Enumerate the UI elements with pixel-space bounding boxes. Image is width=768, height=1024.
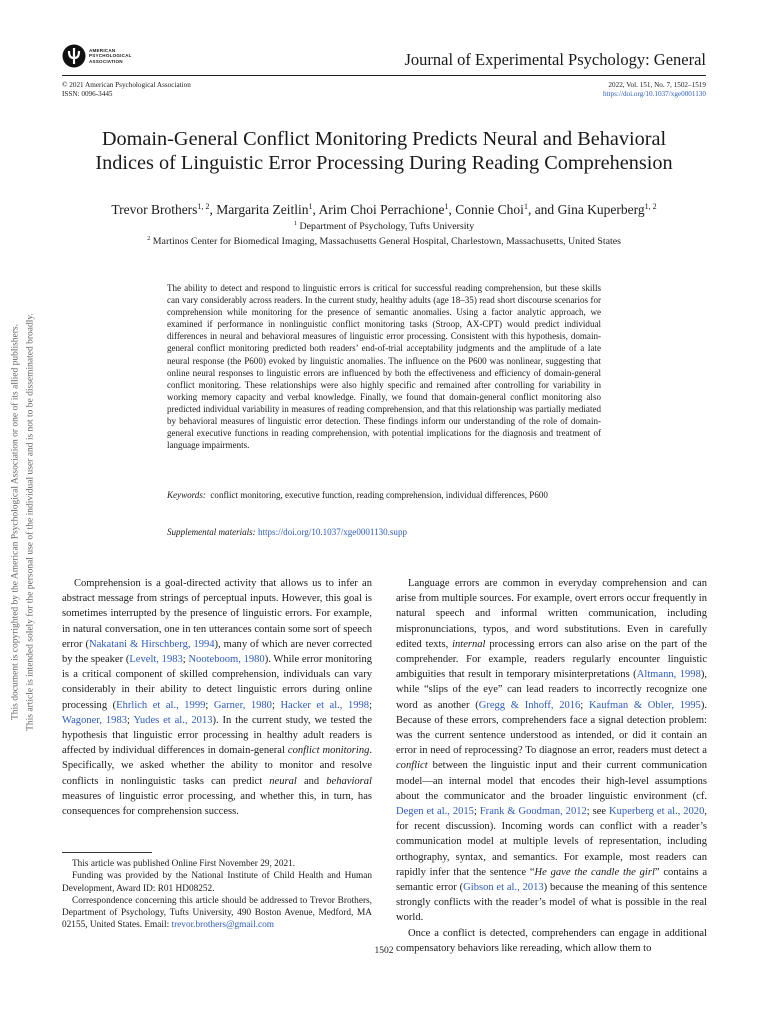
supplemental-label: Supplemental materials: — [167, 527, 256, 537]
text-run: ; — [271, 699, 281, 711]
journal-name: Journal of Experimental Psychology: General — [404, 50, 706, 69]
article-title: Domain-General Conflict Monitoring Predicts Neural and Behavioral Indices of Linguistic Error Processing During Reading Comprehension — [95, 128, 673, 174]
author-name: Margarita Zeitlin — [216, 202, 309, 217]
citation-link[interactable]: Kaufman & Obler, 1995 — [588, 699, 701, 711]
text-run: ). Because of these errors, comprehenders face a signal detection problem: was the current sentence understood as intended, or did it contain an error in need of reprocessing? To diagnose an error, readers must detect a — [396, 699, 707, 757]
citation-link[interactable]: Altmann, 1998 — [636, 669, 701, 681]
italic-text: internal — [452, 638, 486, 650]
citation-link[interactable]: Garner, 1980 — [213, 699, 272, 711]
citation-link[interactable]: trevor.brothers@gmail.com — [171, 920, 275, 931]
volume-line: 2022, Vol. 151, No. 7, 1502–1519 — [608, 81, 706, 89]
body-paragraph — [62, 576, 372, 819]
text-run: ). While error monitoring is a critical component of skilled comprehension, individuals can vary considerably in their ability to detect linguistic errors during online processing ( — [62, 654, 372, 711]
citation-link[interactable]: Degen et al., 2015 — [396, 806, 474, 818]
citation-link[interactable]: Nakatani & Hirschberg, 1994 — [88, 638, 215, 650]
citation-link[interactable]: Ehrlich et al., 1999 — [116, 699, 206, 711]
affiliation-2: $^2$ Martinos Center for Biomedical Imaging, Massachusetts General Hospital, Charlestown, Massachusetts, United States — [147, 235, 621, 247]
body-paragraph — [396, 576, 707, 926]
issn-line: ISSN: 0096-3445 — [62, 89, 113, 98]
text-run: ; — [580, 699, 589, 711]
author-name: Arim Choi Perrachione — [318, 202, 445, 217]
page-number: 1502 — [374, 946, 394, 956]
italic-text: conflict — [396, 760, 428, 772]
keywords — [167, 489, 601, 501]
footnote-paragraph — [62, 895, 372, 932]
author-name: Connie Choi — [455, 202, 524, 217]
author-affiliation-marker: 1 — [444, 202, 449, 211]
italic-text: conflict monitoring — [287, 745, 370, 757]
author-affiliation-marker: 1, 2 — [644, 202, 657, 211]
author-name: Trevor Brothers — [111, 202, 198, 217]
supplemental-link[interactable]: https://doi.org/10.1037/xge0001130.supp — [257, 527, 407, 537]
author-affiliation-marker: 1, 2 — [197, 202, 210, 211]
text-run: ). In the current study, we tested the hypothesis that linguistic error processing in healthy adult readers is affected by individual differences in domain-general — [62, 714, 373, 757]
text-run: ” contains a semantic error ( — [396, 866, 707, 894]
italic-text: He gave the candle the girl — [534, 866, 655, 878]
citation-block — [603, 81, 706, 98]
apa-logo — [62, 41, 152, 71]
citation-link[interactable]: Nooteboom, 1980 — [188, 654, 265, 666]
header-rule — [62, 75, 706, 76]
author-list: Trevor Brothers$^{1, 2}$, Margarita Zeitlin$^1$, Arim Choi Perrachione$^1$, Connie Choi$^1$, and Gina Kuperberg$^{1, 2}$ — [111, 202, 657, 217]
text-run: Comprehension is a goal-directed activity that allows us to infer an abstract message from strings of perceptual inputs. However, this goal is sometimes interrupted by the presence of linguistic errors. For example, in natural conversation, one in ten utterances contain some sort of speech error ( — [62, 578, 372, 650]
text-run: ), many of which are never corrected by the speaker ( — [62, 638, 372, 666]
text-run: This article was published Online First November 29, 2021. — [72, 859, 296, 869]
copyright-side-notice — [1, 297, 45, 747]
footnote-paragraph — [62, 858, 372, 870]
text-run: measures of linguistic error processing, and whether this, in turn, has consequences for comprehension success. — [62, 790, 372, 818]
text-run: ; — [205, 699, 214, 711]
text-run: and — [296, 775, 327, 787]
abstract: The ability to detect and respond to linguistic errors is critical for successful reading comprehension, but these skills can vary considerably across readers. In the current study, healthy adults (age 18–35) read short discourse scenarios for comprehension while monitoring for the presence of semantic anomalies. Using a factor analytic approach, we examined if performance in nonlinguistic conflict monitoring tasks (Stroop, AX-CPT) would predict individual differences in neural and behavioral measures of linguistic error processing. Consistent with this hypothesis, domain-general conflict monitoring predicted both readers’ end-of-trial acceptability judgments and the amplitude of a late neural response (the P600) evoked by linguistic anomalies. The influence on the P600 was nonlinear, suggesting that online neural responses to linguistic errors are influenced by both the effectiveness and efficiency of domain-general conflict monitoring. These relationships were also highly specific and remained after controlling for variability in working memory capacity and verbal knowledge. Finally, we found that domain-general conflict monitoring also predicted individual variability in measures of reading comprehension, and that this relationship was partially mediated by behavioral measures of linguistic error detection. These findings inform our understanding of the role of domain-general executive functions in reading comprehension, with potential implications for the diagnosis and treatment of language impairments. — [167, 283, 601, 451]
apa-logo-text: AMERICAN PSYCHOLOGICAL ASSOCIATION — [89, 47, 132, 64]
citation-link[interactable]: Hacker et al., 1998 — [280, 699, 370, 711]
footnote-rule — [62, 852, 152, 853]
text-run: ; — [182, 654, 189, 666]
side-notice-line-2: This article is intended solely for the personal use of the individual user and is not to be disseminated broadly. — [25, 313, 35, 731]
text-run: ; — [473, 806, 480, 818]
keywords-text: conflict monitoring, executive function, reading comprehension, individual differences, P600 — [210, 490, 548, 500]
keywords-label: Keywords: — [167, 490, 206, 500]
citation-link[interactable]: Yudes et al., 2013 — [133, 714, 213, 726]
footnote-paragraph — [62, 870, 372, 895]
citation-link[interactable]: Gibson et al., 2013 — [463, 882, 544, 894]
supplemental-materials — [167, 527, 601, 537]
text-run: . Specifically, we asked whether the ability to monitor and resolve conflicts in nonlinguistic tasks can predict — [62, 745, 373, 787]
copyright-line: © 2021 American Psychological Association — [62, 81, 191, 89]
text-run: Funding was provided by the National Institute of Child Health and Human Development, Award ID: R01 HD08252. — [62, 871, 372, 894]
citation-link[interactable]: Kuperberg et al., 2020 — [609, 806, 705, 818]
citation-link[interactable]: Frank & Goodman, 2012 — [479, 806, 587, 818]
text-run: Correspondence concerning this article should be addressed to Trevor Brothers, Department of Psychology, Tufts University, 490 Boston Avenue, Medford, MA 02155, United States. Email: — [62, 895, 372, 931]
body-column-left — [62, 576, 372, 819]
side-notice-line-1: This document is copyrighted by the American Psychological Association or one of its allied publishers. — [10, 323, 21, 721]
citation-link[interactable]: Wagoner, 1983 — [62, 714, 128, 726]
text-run: between the linguistic input and their current communication model—an internal model that encodes their high-level assumptions about the communicator and the broader linguistic environment (cf. — [396, 760, 707, 802]
text-run: ; — [127, 714, 134, 726]
citation-link[interactable]: Gregg & Inhoff, 2016 — [478, 699, 581, 711]
author-name: Gina Kuperberg — [557, 202, 645, 217]
text-run: ), while “slips of the eye” can lead readers to incorrectly recognize one word as another ( — [396, 669, 708, 711]
citation-link[interactable]: Levelt, 1983 — [129, 654, 183, 666]
body-column-right — [396, 576, 707, 956]
text-run: Once a conflict is detected, comprehenders can engage in additional compensatory behaviors like rereading, which allow them to — [396, 927, 707, 954]
text-run: , for recent discussion). Incoming words can conflict with a reader’s communication model at multiple levels of representation, including orthography, syntax, and semantics. For example, most readers can rapidly infer that the sentence “ — [396, 806, 707, 878]
author-affiliation-marker: 1 — [523, 202, 528, 211]
footnotes — [62, 858, 372, 932]
affiliation-1: $^1$ Department of Psychology, Tufts University — [293, 220, 475, 232]
copyright-block — [62, 81, 191, 98]
italic-text: neural — [269, 775, 297, 787]
doi-link[interactable]: https://doi.org/10.1037/xge0001130 — [602, 89, 706, 98]
text-run: ) because the meaning of this sentence strongly conflicts with the reader’s model of what is possible in the real world. — [396, 882, 708, 924]
apa-psi-logo-icon — [62, 44, 86, 68]
text-run: Language errors are common in everyday comprehension and can arise from multiple sources. For example, overt errors occur frequently in natural speech and informal written communication, including mispronunciations, typos, and word substitutions. Even in carefully edited texts, — [396, 578, 707, 650]
author-affiliation-marker: 1 — [308, 202, 313, 211]
text-run: ; — [369, 699, 372, 711]
italic-text: behavioral — [326, 775, 372, 787]
text-run: processing errors can also arise on the part of the comprehender. For example, readers regularly encounter linguistic ambiguities that result in temporary misinterpretations ( — [396, 638, 708, 681]
text-run: ; see — [586, 806, 610, 818]
